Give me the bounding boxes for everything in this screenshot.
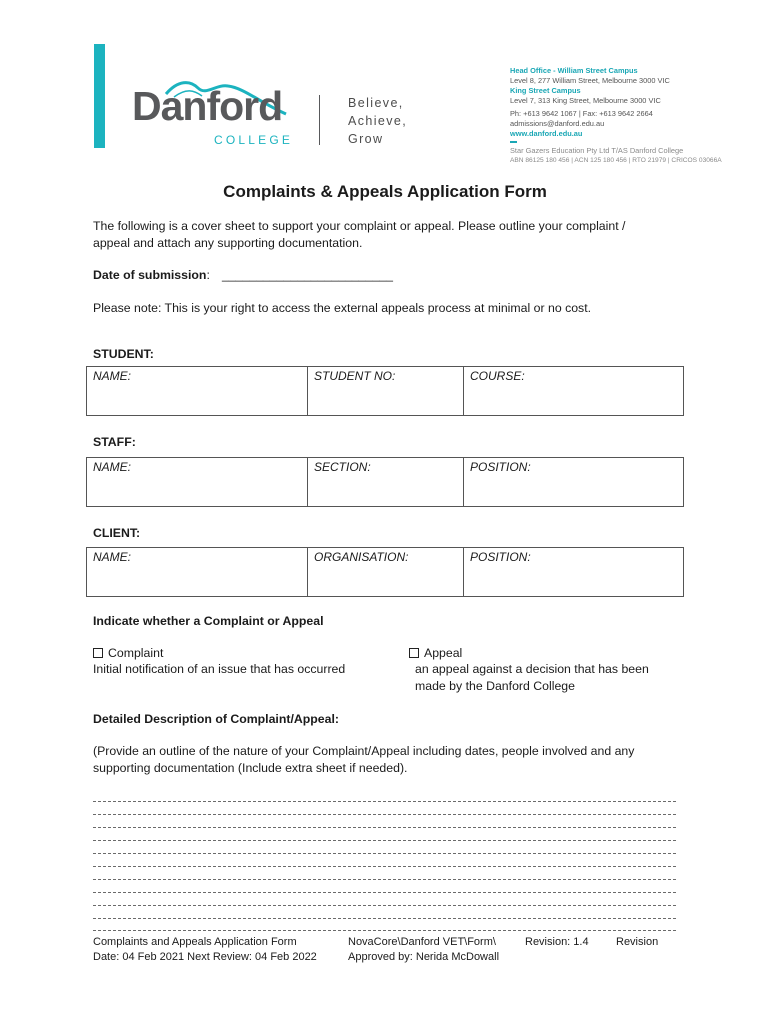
form-title: Complaints & Appeals Application Form bbox=[223, 182, 547, 201]
logo-divider bbox=[319, 95, 320, 145]
brand-accent-bar bbox=[94, 44, 105, 148]
student-number-field[interactable] bbox=[307, 367, 463, 415]
client-name-field[interactable] bbox=[87, 548, 307, 596]
intro-line-1: The following is a cover sheet to support your complaint or appeal. Please outline your complaint / bbox=[93, 219, 626, 233]
external-appeals-note: Please note: This is your right to access the external appeals process at minimal or no cost. bbox=[93, 301, 592, 315]
writing-line bbox=[93, 930, 676, 932]
writing-line bbox=[93, 892, 676, 894]
contact-phone: Ph: +613 9642 1067 | Fax: +613 9642 2664 bbox=[510, 109, 653, 118]
logo-college-text: COLLEGE bbox=[214, 133, 294, 147]
writing-line bbox=[93, 840, 676, 842]
writing-line bbox=[93, 827, 676, 829]
student-heading: STUDENT: bbox=[93, 347, 154, 361]
staff-name-label: NAME: bbox=[93, 460, 132, 474]
description-instructions-2: supporting documentation (Include extra sheet if needed). bbox=[93, 761, 408, 775]
appeal-description-2: made by the Danford College bbox=[415, 679, 575, 693]
student-number-label: STUDENT NO: bbox=[314, 369, 396, 383]
tagline-achieve: Achieve, bbox=[348, 114, 408, 128]
student-course-label: COURSE: bbox=[470, 369, 525, 383]
staff-section-field[interactable] bbox=[307, 458, 463, 506]
student-name-label: NAME: bbox=[93, 369, 132, 383]
logo-wordmark: Danford bbox=[132, 83, 283, 129]
choice-heading: Indicate whether a Complaint or Appeal bbox=[93, 614, 324, 628]
client-organisation-field[interactable] bbox=[307, 548, 463, 596]
staff-position-field[interactable] bbox=[463, 458, 683, 506]
footer-approved: Approved by: Nerida McDowall bbox=[348, 951, 500, 963]
description-heading: Detailed Description of Complaint/Appeal: bbox=[93, 712, 339, 726]
intro-line-2: appeal and attach any supporting documentation. bbox=[93, 236, 363, 250]
client-organisation-label: ORGANISATION: bbox=[314, 550, 409, 564]
description-instructions-1: (Provide an outline of the nature of your Complaint/Appeal including dates, people involved and any bbox=[93, 744, 635, 758]
appeal-label: Appeal bbox=[424, 646, 463, 660]
client-position-label: POSITION: bbox=[470, 550, 531, 564]
student-table bbox=[86, 366, 684, 416]
writing-line bbox=[93, 866, 676, 868]
complaint-description: Initial notification of an issue that has occurred bbox=[93, 662, 346, 676]
writing-line bbox=[93, 853, 676, 855]
footer-doc-name: Complaints and Appeals Application Form bbox=[93, 936, 297, 948]
writing-line bbox=[93, 918, 676, 920]
complaint-checkbox[interactable] bbox=[93, 648, 103, 658]
complaint-option[interactable] bbox=[93, 645, 163, 662]
staff-table bbox=[86, 457, 684, 507]
footer-dates: Date: 04 Feb 2021 Next Review: 04 Feb 2022 bbox=[93, 951, 317, 963]
footer-path: NovaCore\Danford VET\Form\ bbox=[348, 936, 496, 948]
date-label: Date of submission bbox=[93, 268, 207, 282]
appeal-option[interactable] bbox=[409, 645, 462, 662]
writing-line bbox=[93, 801, 676, 803]
client-name-label: NAME: bbox=[93, 550, 132, 564]
student-course-field[interactable] bbox=[463, 367, 683, 415]
contact-address-1: Level 8, 277 William Street, Melbourne 3000 VIC bbox=[510, 76, 670, 85]
date-colon: : bbox=[206, 268, 210, 282]
student-name-field[interactable] bbox=[87, 367, 307, 415]
staff-section-label: SECTION: bbox=[314, 460, 371, 474]
staff-name-field[interactable] bbox=[87, 458, 307, 506]
client-heading: CLIENT: bbox=[93, 526, 141, 540]
writing-line bbox=[93, 814, 676, 816]
client-table bbox=[86, 547, 684, 597]
complaint-label: Complaint bbox=[108, 646, 164, 660]
contact-company: Star Gazers Education Pty Ltd T/AS Danford College bbox=[510, 146, 684, 155]
client-position-field[interactable] bbox=[463, 548, 683, 596]
tagline-believe: Believe, bbox=[348, 96, 404, 110]
contact-head-office: Head Office - William Street Campus bbox=[510, 66, 638, 75]
appeal-description-1: an appeal against a decision that has been bbox=[415, 662, 649, 676]
contact-email[interactable]: admissions@danford.edu.au bbox=[510, 119, 605, 128]
writing-line bbox=[93, 905, 676, 907]
staff-heading: STAFF: bbox=[93, 435, 136, 449]
date-field[interactable]: _________________________ bbox=[222, 268, 393, 282]
footer-revision: Revision: 1.4 bbox=[525, 936, 589, 948]
appeal-checkbox[interactable] bbox=[409, 648, 419, 658]
contact-abn: ABN 86125 180 456 | ACN 125 180 456 | RTO 21979 | CRICOS 03066A bbox=[510, 157, 722, 164]
contact-address-2: Level 7, 313 King Street, Melbourne 3000 VIC bbox=[510, 96, 661, 105]
tagline-grow: Grow bbox=[348, 132, 384, 146]
contact-dash bbox=[510, 141, 517, 143]
staff-position-label: POSITION: bbox=[470, 460, 531, 474]
date-of-submission-row bbox=[93, 267, 210, 284]
footer-revision-2: Revision bbox=[616, 936, 659, 948]
contact-king-street: King Street Campus bbox=[510, 86, 581, 95]
writing-line bbox=[93, 879, 676, 881]
contact-website[interactable]: www.danford.edu.au bbox=[510, 129, 583, 138]
